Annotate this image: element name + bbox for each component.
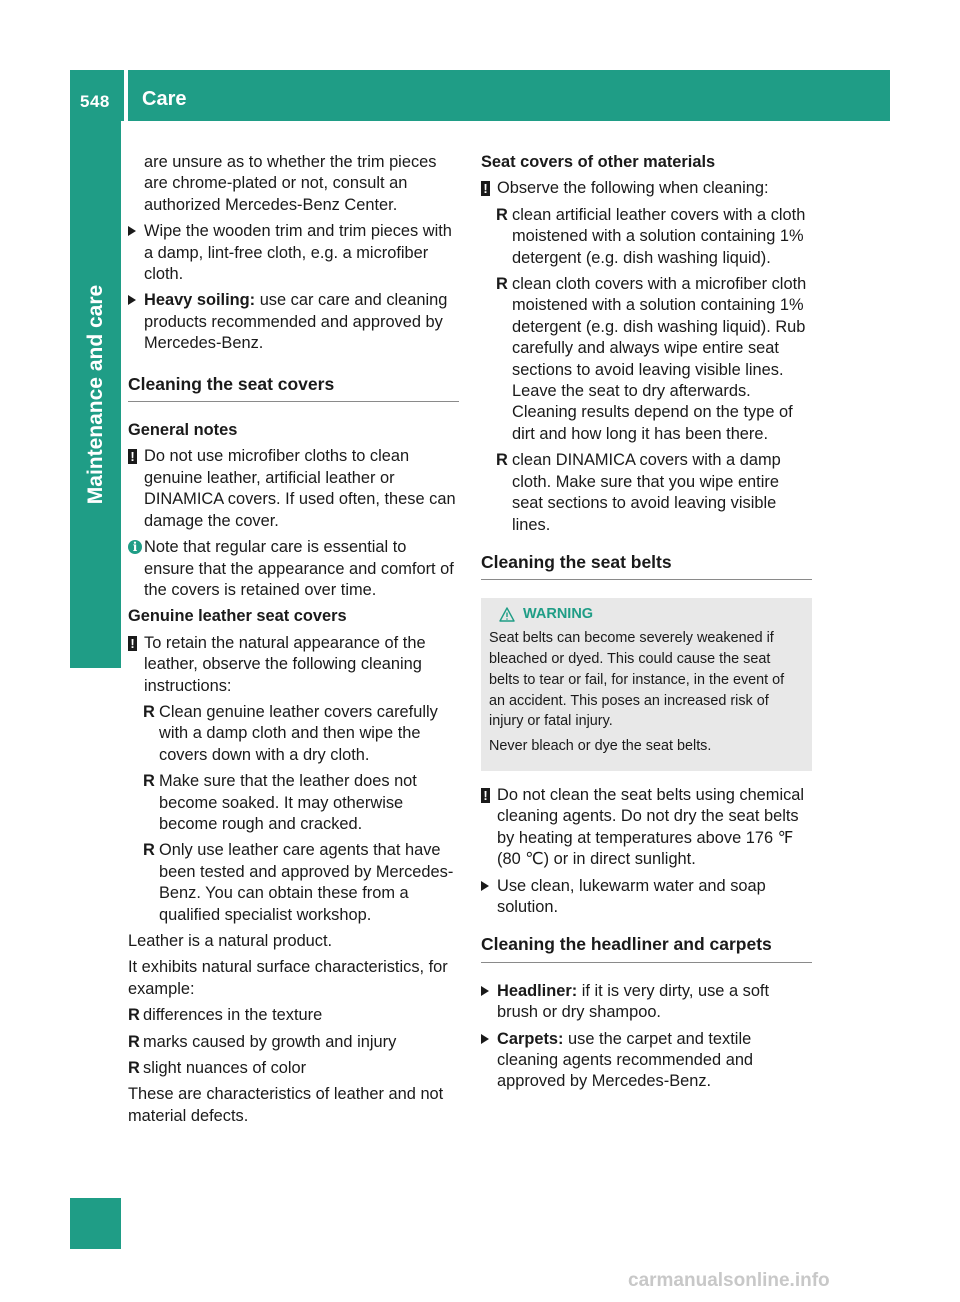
list-item <box>481 450 812 536</box>
exclamation-icon: ! <box>128 449 137 464</box>
warning-triangle-icon <box>499 607 515 622</box>
side-tab-label: Maintenance and care <box>83 284 107 505</box>
bullet-icon: R <box>143 841 155 860</box>
list-item <box>128 771 459 835</box>
bullet-icon: R <box>143 772 155 791</box>
section-title: Care <box>142 88 187 110</box>
list-item-text: slight nuances of color <box>143 1059 307 1078</box>
step-arrow-icon <box>128 226 136 236</box>
step-label: Heavy soiling: <box>144 291 256 310</box>
notice-text: Observe the following when cleaning: <box>497 179 769 198</box>
left-column <box>128 152 459 1132</box>
warning-title <box>489 604 804 625</box>
bullet-icon: R <box>128 1032 140 1051</box>
step-label: Headliner: <box>497 981 578 1000</box>
step-headliner <box>481 981 812 1024</box>
exclamation-icon: ! <box>481 788 490 803</box>
list-item-text: Make sure that the leather does not become soaked. It may otherwise become rough and cracked. <box>159 772 417 833</box>
list-item-text: Clean genuine leather covers carefully with a damp cloth and then wipe the covers down with a dry cloth. <box>159 702 438 764</box>
warning-text: Never bleach or dye the seat belts. <box>489 738 712 755</box>
step-label: Carpets: <box>497 1029 564 1048</box>
step-arrow-icon <box>481 1034 489 1044</box>
heading-seat-belts: Cleaning the seat belts <box>481 552 812 580</box>
step-text: Use clean, lukewarm water and soap solution. <box>497 876 766 916</box>
list-item-text: differences in the texture <box>143 1006 323 1025</box>
info-text: Note that regular care is essential to ensure that the appearance and comfort of the covers is retained over time. <box>144 538 454 599</box>
right-column <box>481 152 812 1098</box>
notice-text: To retain the natural appearance of the leather, observe the following cleaning instructions: <box>144 633 426 695</box>
step-carpets <box>481 1029 812 1093</box>
notice-text: Do not clean the seat belts using chemical cleaning agents. Do not dry the seat belts by heating at temperatures above 176 ℉ (80 ℃) or in direct sunlight. <box>497 785 805 869</box>
list-item-text: clean artificial leather covers with a cloth moistened with a solution containing 1% detergent (e.g. dish washing liquid). <box>512 205 806 267</box>
closing-text: These are characteristics of leather and not material defects. <box>128 1085 444 1125</box>
side-tab <box>70 121 121 668</box>
intro-text: are unsure as to whether the trim pieces are chrome-plated or not, consult an authorized Mercedes-Benz Center. <box>144 153 437 214</box>
heading-seat-covers: Cleaning the seat covers <box>128 374 459 402</box>
exclamation-icon: ! <box>481 181 490 196</box>
list-item-text: clean DINAMICA covers with a damp cloth. Make sure that you wipe entire seat sections to avoid leaving visible lines. <box>512 451 781 534</box>
heading-headliner-carpets: Cleaning the headliner and carpets <box>481 934 812 962</box>
list-item-text: clean cloth covers with a microfiber cloth moistened with a solution containing 1% detergent (e.g. dish washing liquid). Rub carefully and always wipe entire seat sections to avoid leaving visible lines. Leave the seat to dry afterwards. Cleaning results depend on the type of dirt and how long it has been there. <box>512 275 807 443</box>
subhead-general-notes: General notes <box>128 421 238 440</box>
warning-label: WARNING <box>523 606 594 623</box>
characteristics-text: It exhibits natural surface characteristics, for example: <box>128 958 448 998</box>
list-item <box>128 702 459 766</box>
list-item <box>128 1058 459 1079</box>
subhead-genuine-leather: Genuine leather seat covers <box>128 607 347 626</box>
step-arrow-icon <box>481 881 489 891</box>
list-item-text: Only use leather care agents that have been tested and approved by Mercedes-Benz. You can obtain these from a qualified specialist workshop. <box>159 841 454 924</box>
info-icon: i <box>128 540 142 554</box>
list-item <box>128 840 459 926</box>
exclamation-icon: ! <box>128 636 137 651</box>
page-header <box>70 70 890 121</box>
bullet-icon: R <box>143 702 155 721</box>
step-arrow-icon <box>481 986 489 996</box>
bullet-icon: R <box>496 205 508 224</box>
step-text: use car care and cleaning products recommended and approved by Mercedes-Benz. <box>144 291 448 353</box>
step-soap-solution <box>481 876 812 919</box>
list-item <box>481 274 812 445</box>
step-text: use the carpet and textile cleaning agents recommended and approved by Mercedes-Benz. <box>497 1029 754 1091</box>
notice-text: Do not use microfiber cloths to clean genuine leather, artificial leather or DINAMICA covers. If used often, these can damage the cover. <box>144 447 456 530</box>
bullet-icon: R <box>128 1006 140 1025</box>
list-item-text: marks caused by growth and injury <box>143 1032 397 1051</box>
warning-text: Seat belts can become severely weakened if bleached or dyed. This could cause the seat belts to tear or fail, for instance, in the event of an accident. This poses an increased risk of injury or fatal injury. <box>489 630 785 730</box>
bullet-icon: R <box>128 1059 140 1078</box>
list-item <box>128 1005 459 1026</box>
info-regular-care <box>128 537 459 601</box>
bullet-icon: R <box>496 451 508 470</box>
step-text: Wipe the wooden trim and trim pieces with a damp, lint-free cloth, e.g. a microfiber cloth. <box>144 222 452 284</box>
notice-leather <box>128 633 459 697</box>
subhead-other-materials: Seat covers of other materials <box>481 153 716 171</box>
notice-microfiber <box>128 446 459 532</box>
list-item <box>481 205 812 269</box>
watermark: carmanualsonline.info <box>628 1270 830 1291</box>
notice-observe <box>481 178 812 199</box>
step-arrow-icon <box>128 295 136 305</box>
notice-belts <box>481 785 812 871</box>
natural-product-text: Leather is a natural product. <box>128 932 333 950</box>
step-heavy-soiling <box>128 290 459 354</box>
list-item <box>128 1032 459 1053</box>
side-block <box>70 1198 121 1249</box>
page-number: 548 <box>80 92 110 111</box>
header-divider <box>124 70 128 121</box>
step-text: if it is very dirty, use a soft brush or dry shampoo. <box>497 981 770 1022</box>
bullet-icon: R <box>496 275 508 294</box>
step-wipe-trim <box>128 221 459 285</box>
warning-box <box>481 598 812 771</box>
